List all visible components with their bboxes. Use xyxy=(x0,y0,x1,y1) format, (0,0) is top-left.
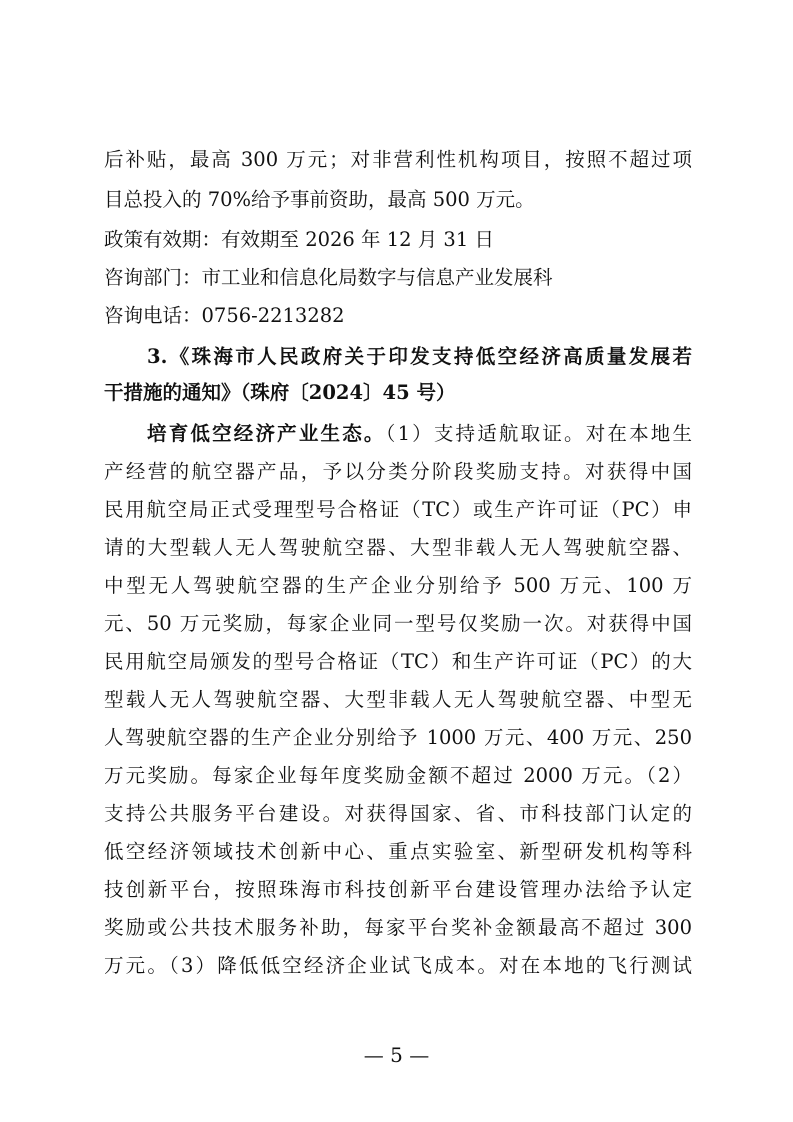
intro-line-1: 后补贴，最高 300 万元；对非营利性机构项目，按照不超过项 xyxy=(104,148,692,171)
body-line: 奖励或公共技术服务补助，每家平台奖补金额最高不超过 300 xyxy=(104,916,692,939)
body-line: 民用航空局颁发的型号合格证（TC）和生产许可证（PC）的大 xyxy=(104,650,692,673)
body-line: 元、50 万元奖励，每家企业同一型号仅奖励一次。对获得中国 xyxy=(104,612,692,635)
body-line: 型载人无人驾驶航空器、大型非载人无人驾驶航空器、中型无 xyxy=(104,688,692,711)
section-heading-line-1: 3.《珠海市人民政府关于印发支持低空经济高质量发展若 xyxy=(147,345,692,368)
page-number: — 5 — xyxy=(363,1043,430,1067)
policy-validity: 政策有效期：有效期至 2026 年 12 月 31 日 xyxy=(104,228,494,251)
body-line: 民用航空局正式受理型号合格证（TC）或生产许可证（PC）申 xyxy=(104,498,692,521)
body-first-line-rest: （1）支持适航取证。对在本地生 xyxy=(385,422,692,445)
consult-phone: 咨询电话：0756-2213282 xyxy=(104,304,345,327)
body-first-line xyxy=(147,422,692,446)
section-heading-line-2: 干措施的通知》（珠府〔2024〕45 号） xyxy=(104,381,456,404)
body-lead-bold: 培育低空经济产业生态。 xyxy=(147,422,386,445)
intro-line-2: 目总投入的 70%给予事前资助，最高 500 万元。 xyxy=(104,188,535,211)
body-line: 请的大型载人无人驾驶航空器、大型非载人无人驾驶航空器、 xyxy=(104,536,692,559)
body-line: 万元奖励。每家企业每年度奖励金额不超过 2000 万元。（2） xyxy=(104,764,692,787)
body-line: 技创新平台，按照珠海市科技创新平台建设管理办法给予认定 xyxy=(104,878,692,901)
body-line: 人驾驶航空器的生产企业分别给予 1000 万元、400 万元、250 xyxy=(104,726,692,749)
body-line: 万元。（3）降低低空经济企业试飞成本。对在本地的飞行测试 xyxy=(104,954,692,977)
consult-department: 咨询部门：市工业和信息化局数字与信息产业发展科 xyxy=(104,266,553,289)
body-line: 支持公共服务平台建设。对获得国家、省、市科技部门认定的 xyxy=(104,802,692,825)
body-line: 中型无人驾驶航空器的生产企业分别给予 500 万元、100 万 xyxy=(104,574,692,597)
body-line: 产经营的航空器产品，予以分类分阶段奖励支持。对获得中国 xyxy=(104,460,692,483)
body-line: 低空经济领域技术创新中心、重点实验室、新型研发机构等科 xyxy=(104,840,692,863)
